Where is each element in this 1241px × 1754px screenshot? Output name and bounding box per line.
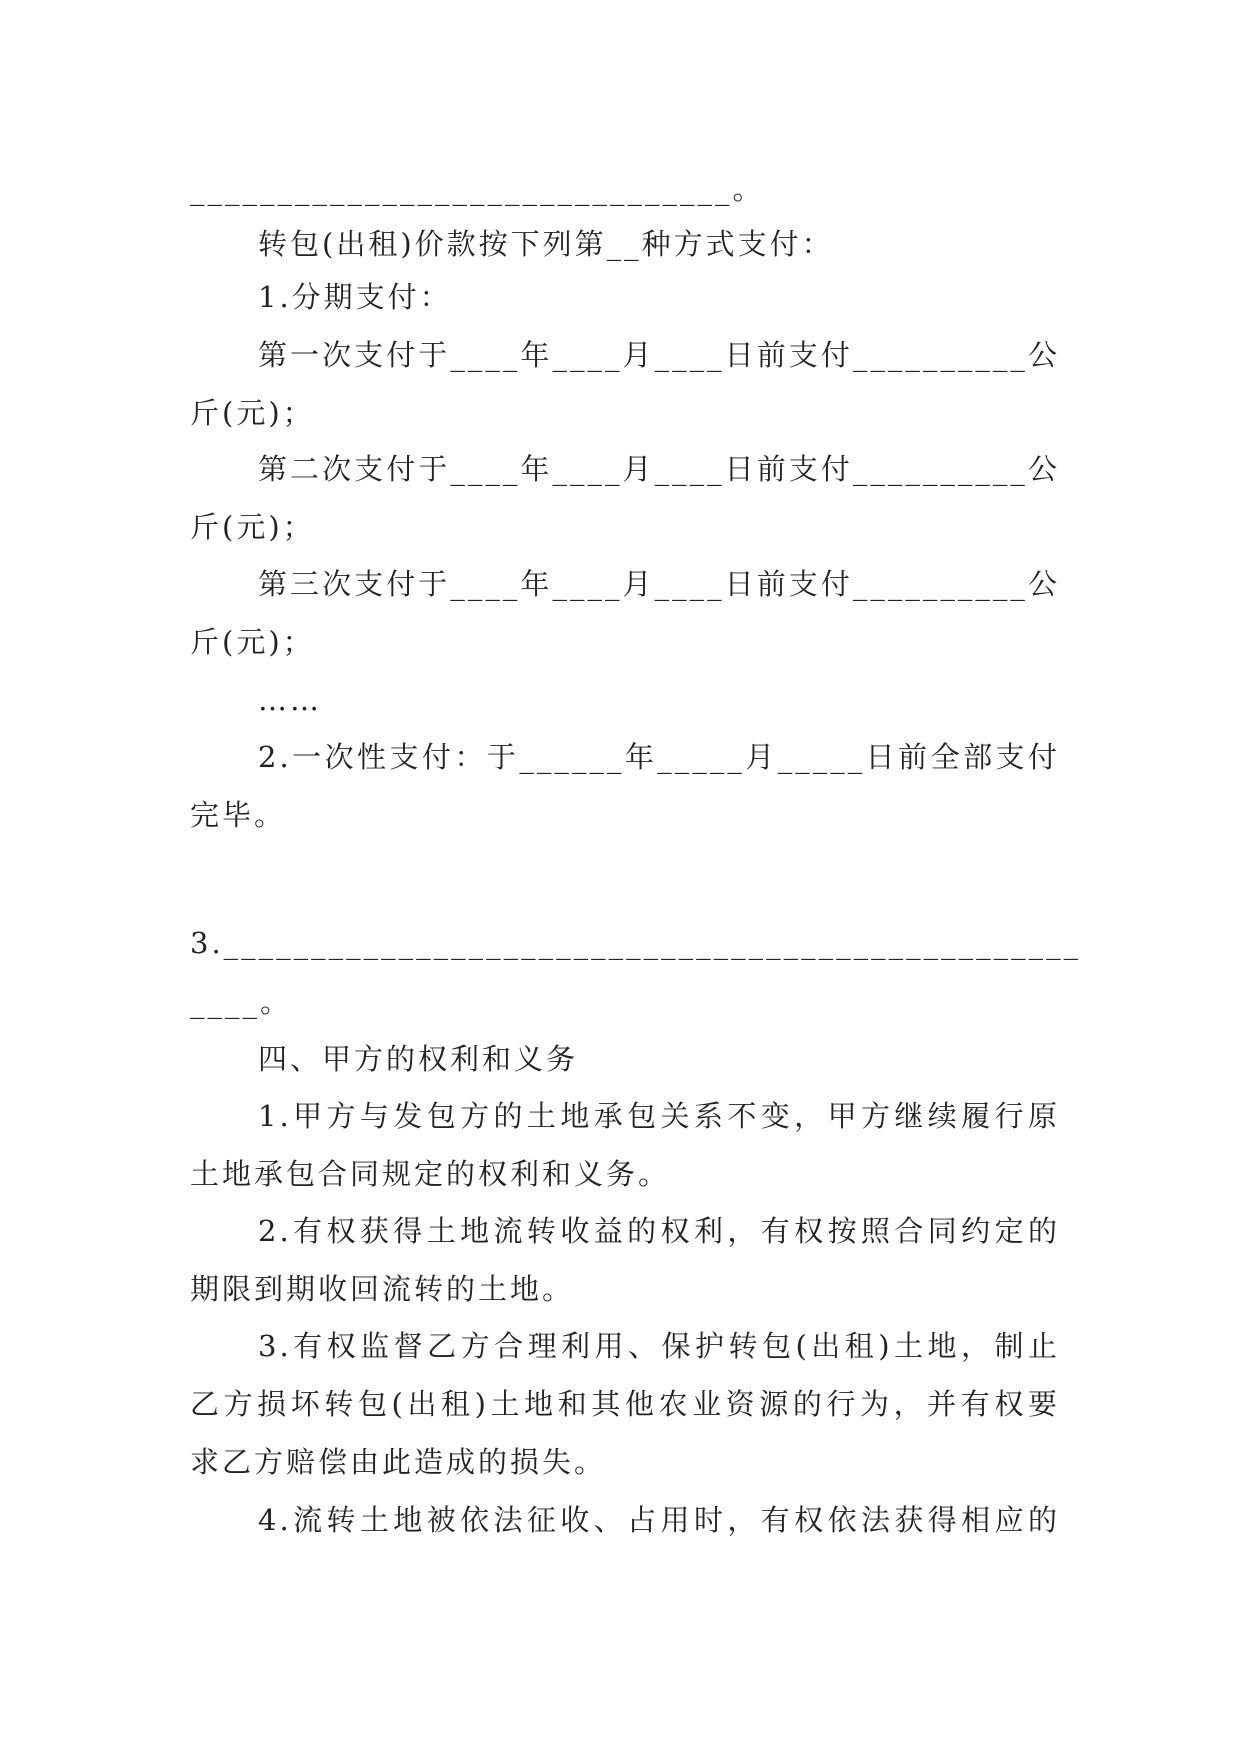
text-line: 期限到期收回流转的土地。 xyxy=(190,1272,575,1306)
text-line: 第二次支付于____年____月____日前支付__________公 xyxy=(258,452,1060,486)
text-line: 2.有权获得土地流转收益的权利，有权按照合同约定的 xyxy=(258,1214,1060,1248)
text-line: 2.一次性支付：于______年_____月_____日前全部支付 xyxy=(258,740,1060,774)
text-line: ____。 xyxy=(190,985,293,1019)
text-line: 斤(元)； xyxy=(190,510,315,544)
text-line: 转包(出租)价款按下列第__种方式支付： xyxy=(258,227,834,261)
text-line: 土地承包合同规定的权利和义务。 xyxy=(190,1157,671,1191)
text-line: 乙方损坏转包(出租)土地和其他农业资源的行为，并有权要 xyxy=(190,1387,1060,1421)
text-line: 斤(元)； xyxy=(190,396,315,430)
text-line: 斤(元)； xyxy=(190,625,315,659)
text-line: 完毕。 xyxy=(190,798,287,832)
text-line: 1.分期支付： xyxy=(258,280,452,314)
text-line: 3.有权监督乙方合理利用、保护转包(出租)土地，制止 xyxy=(258,1329,1060,1363)
text-line: 第一次支付于____年____月____日前支付__________公 xyxy=(258,338,1060,372)
text-line: 1.甲方与发包方的土地承包关系不变，甲方继续履行原 xyxy=(258,1099,1060,1133)
text-line: _______________________________。 xyxy=(190,172,765,206)
text-line: 3._________________________________________________ xyxy=(190,926,1082,960)
text-line: …… xyxy=(258,683,322,717)
text-line: 求乙方赔偿由此造成的损失。 xyxy=(190,1445,607,1479)
section-heading: 四、甲方的权利和义务 xyxy=(258,1042,579,1076)
text-line: 第三次支付于____年____月____日前支付__________公 xyxy=(258,567,1060,601)
text-line: 4.流转土地被依法征收、占用时，有权依法获得相应的 xyxy=(258,1503,1060,1537)
